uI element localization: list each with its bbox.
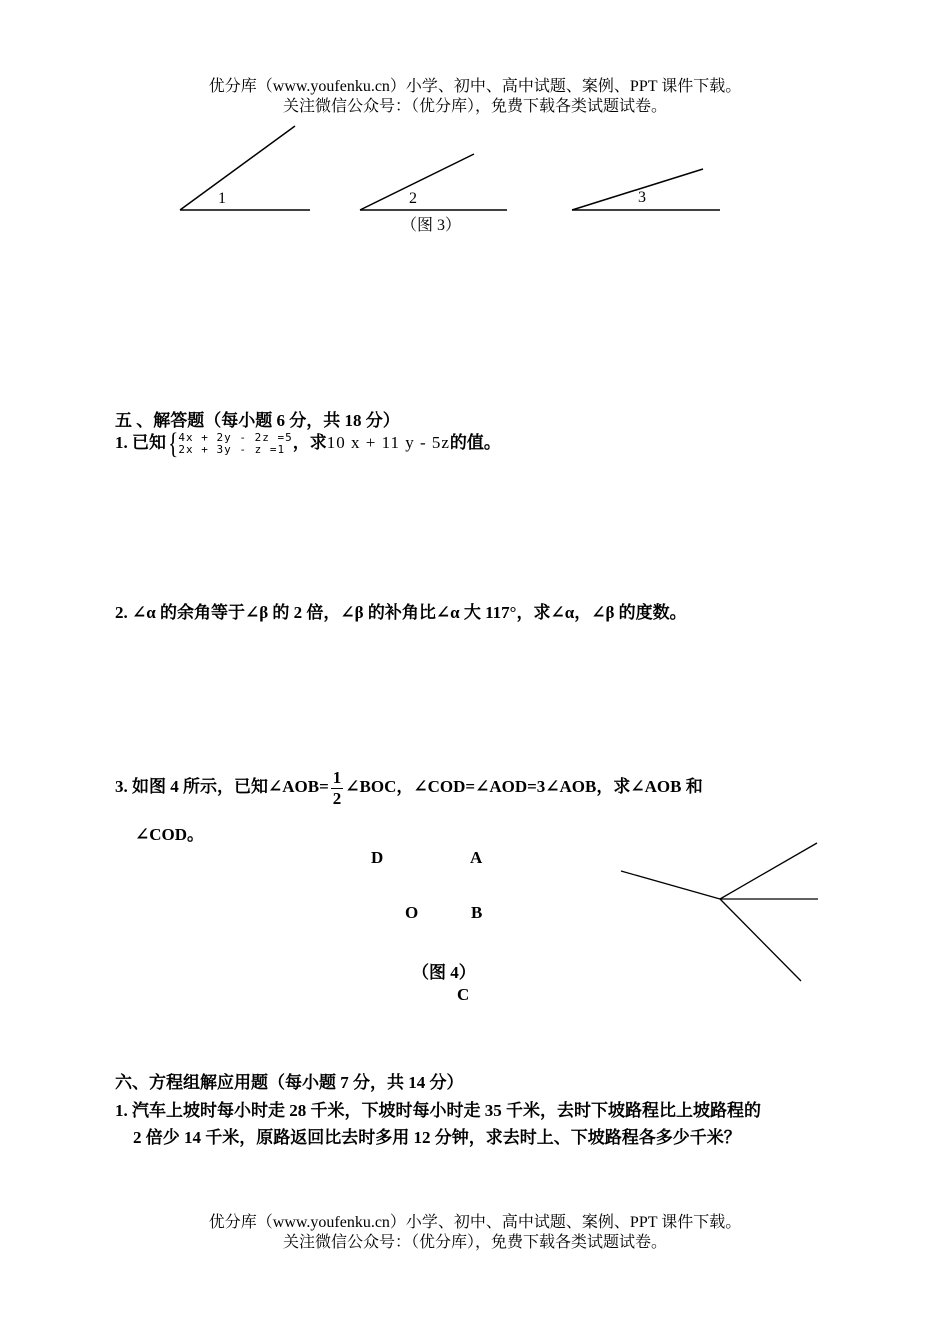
fraction-numerator: 1	[332, 767, 342, 787]
ray-oa	[720, 843, 817, 899]
q3-part-1: 3. 如图 4 所示，已知∠AOB=	[115, 777, 329, 796]
section-5-question-3-line-2: ∠COD。	[135, 825, 205, 844]
q3-part-2: ∠BOC，∠COD=∠AOD=3∠AOB，求∠AOB 和	[345, 777, 703, 796]
angle-1-label: 1	[218, 190, 226, 207]
footer-line-1: 优分库（www.youfenku.cn）小学、初中、高中试题、案例、PPT 课件下载。	[208, 1214, 742, 1231]
section-5-title: 五 、解答题（每小题 6 分，共 18 分）	[115, 411, 400, 430]
section-6-title: 六、方程组解应用题（每小题 7 分，共 14 分）	[115, 1073, 464, 1092]
figure-4-label-o: O	[405, 903, 419, 922]
q1-middle: ，求	[292, 433, 327, 452]
ray-oc	[720, 899, 801, 981]
footer-line-2: 关注微信公众号：（优分库），免费下载各类试题试卷。	[282, 1234, 667, 1251]
q1-expression: 10 x + 11 y - 5z	[326, 433, 450, 452]
figure-4-label-d: D	[371, 848, 384, 867]
section-5-question-3	[115, 765, 703, 809]
section-6-question-1-line-1: 1. 汽车上坡时每小时走 28 千米，下坡时每小时走 35 千米，去时下坡路程比上坡路程的	[115, 1101, 761, 1120]
section-5-question-1	[115, 427, 501, 461]
figure-3-caption: （图 3）	[401, 217, 462, 234]
ray-od	[621, 871, 720, 899]
figure-3-angles	[0, 110, 950, 240]
equation-system	[178, 432, 292, 456]
q1-suffix: 的值。	[449, 433, 501, 452]
fraction-denominator: 2	[332, 788, 342, 808]
system-brace: {	[168, 427, 179, 461]
angle-3	[572, 169, 720, 210]
angle-2	[360, 154, 507, 210]
equation-1: 4x + 2y - 2z =5	[178, 431, 293, 445]
figure-4-label-c: C	[457, 985, 470, 1004]
angle-1	[180, 126, 310, 210]
section-5-question-2: 2. ∠α 的余角等于∠β 的 2 倍，∠β 的补角比∠α 大 117°，求∠α，∠β 的度数。	[115, 603, 687, 622]
figure-4-label-a: A	[470, 848, 483, 867]
angle-3-label: 3	[638, 189, 646, 206]
figure-4-caption: （图 4）	[412, 963, 476, 982]
header-line-2: 关注微信公众号：（优分库），免费下载各类试题试卷。	[282, 98, 667, 115]
figure-4-rays	[600, 830, 840, 1000]
angle-2-label: 2	[409, 190, 417, 207]
header-line-1: 优分库（www.youfenku.cn）小学、初中、高中试题、案例、PPT 课件下载。	[208, 78, 742, 95]
q1-prefix: 1. 已知	[115, 433, 166, 452]
fraction-one-half	[331, 768, 344, 809]
equation-2: 2x + 3y - z =1	[178, 443, 286, 457]
figure-4-label-b: B	[471, 903, 483, 922]
section-6-question-1-line-2: 2 倍少 14 千米，原路返回比去时多用 12 分钟，求去时上、下坡路程各多少千米？	[133, 1128, 741, 1147]
